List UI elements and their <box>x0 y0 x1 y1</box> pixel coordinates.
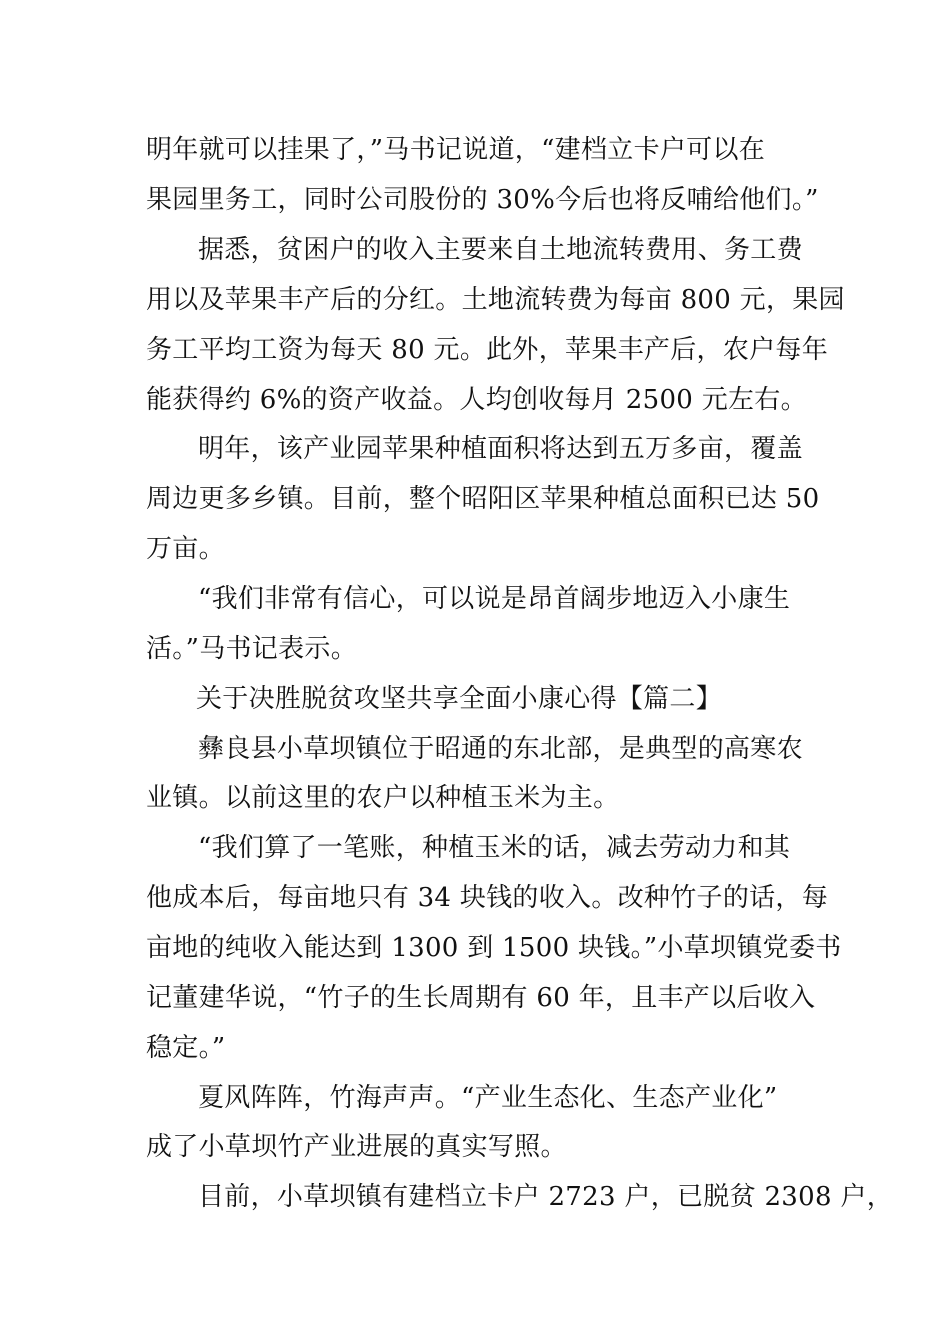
text-line: 活。”马书记表示。 <box>146 634 357 664</box>
text-line: 用以及苹果丰产后的分红。土地流转费为每亩 800 元，果园 <box>146 285 845 315</box>
text-line: 明年就可以挂果了，”马书记说道，“建档立卡户可以在 <box>146 135 766 165</box>
text-line: 成了小草坝竹产业进展的真实写照。 <box>146 1132 567 1162</box>
paragraph-first-line: 目前，小草坝镇有建档立卡户 2723 户，已脱贫 2308 户， <box>198 1182 893 1212</box>
paragraph-first-line: 据悉，贫困户的收入主要来自土地流转费用、务工费 <box>198 235 803 265</box>
text-line: 万亩。 <box>146 534 225 564</box>
paragraph-first-line: 彝良县小草坝镇位于昭通的东北部，是典型的高寒农 <box>198 734 803 764</box>
text-line: 业镇。以前这里的农户以种植玉米为主。 <box>146 783 620 813</box>
text-line: 果园里务工，同时公司股份的 30%今后也将反哺给他们。” <box>146 185 819 215</box>
text-line: 记董建华说，“竹子的生长周期有 60 年，且丰产以后收入 <box>146 983 816 1013</box>
paragraph-first-line: 夏风阵阵，竹海声声。“产业生态化、生态产业化” <box>198 1083 778 1113</box>
text-line: 能获得约 6%的资产收益。人均创收每月 2500 元左右。 <box>146 385 807 415</box>
paragraph-first-line: “我们算了一笔账，种植玉米的话，减去劳动力和其 <box>198 833 791 863</box>
text-line: 亩地的纯收入能达到 1300 到 1500 块钱。”小草坝镇党委书 <box>146 933 842 963</box>
paragraph-first-line: “我们非常有信心，可以说是昂首阔步地迈入小康生 <box>198 584 791 614</box>
section-heading: 关于决胜脱贫攻坚共享全面小康心得【篇二】 <box>196 684 723 714</box>
text-line: 他成本后，每亩地只有 34 块钱的收入。改种竹子的话，每 <box>146 883 829 913</box>
text-line: 周边更多乡镇。目前，整个昭阳区苹果种植总面积已达 50 <box>146 484 820 514</box>
text-line: 务工平均工资为每天 80 元。此外，苹果丰产后，农户每年 <box>146 335 829 365</box>
paragraph-first-line: 明年，该产业园苹果种植面积将达到五万多亩，覆盖 <box>198 434 803 464</box>
text-line: 稳定。” <box>146 1033 226 1063</box>
